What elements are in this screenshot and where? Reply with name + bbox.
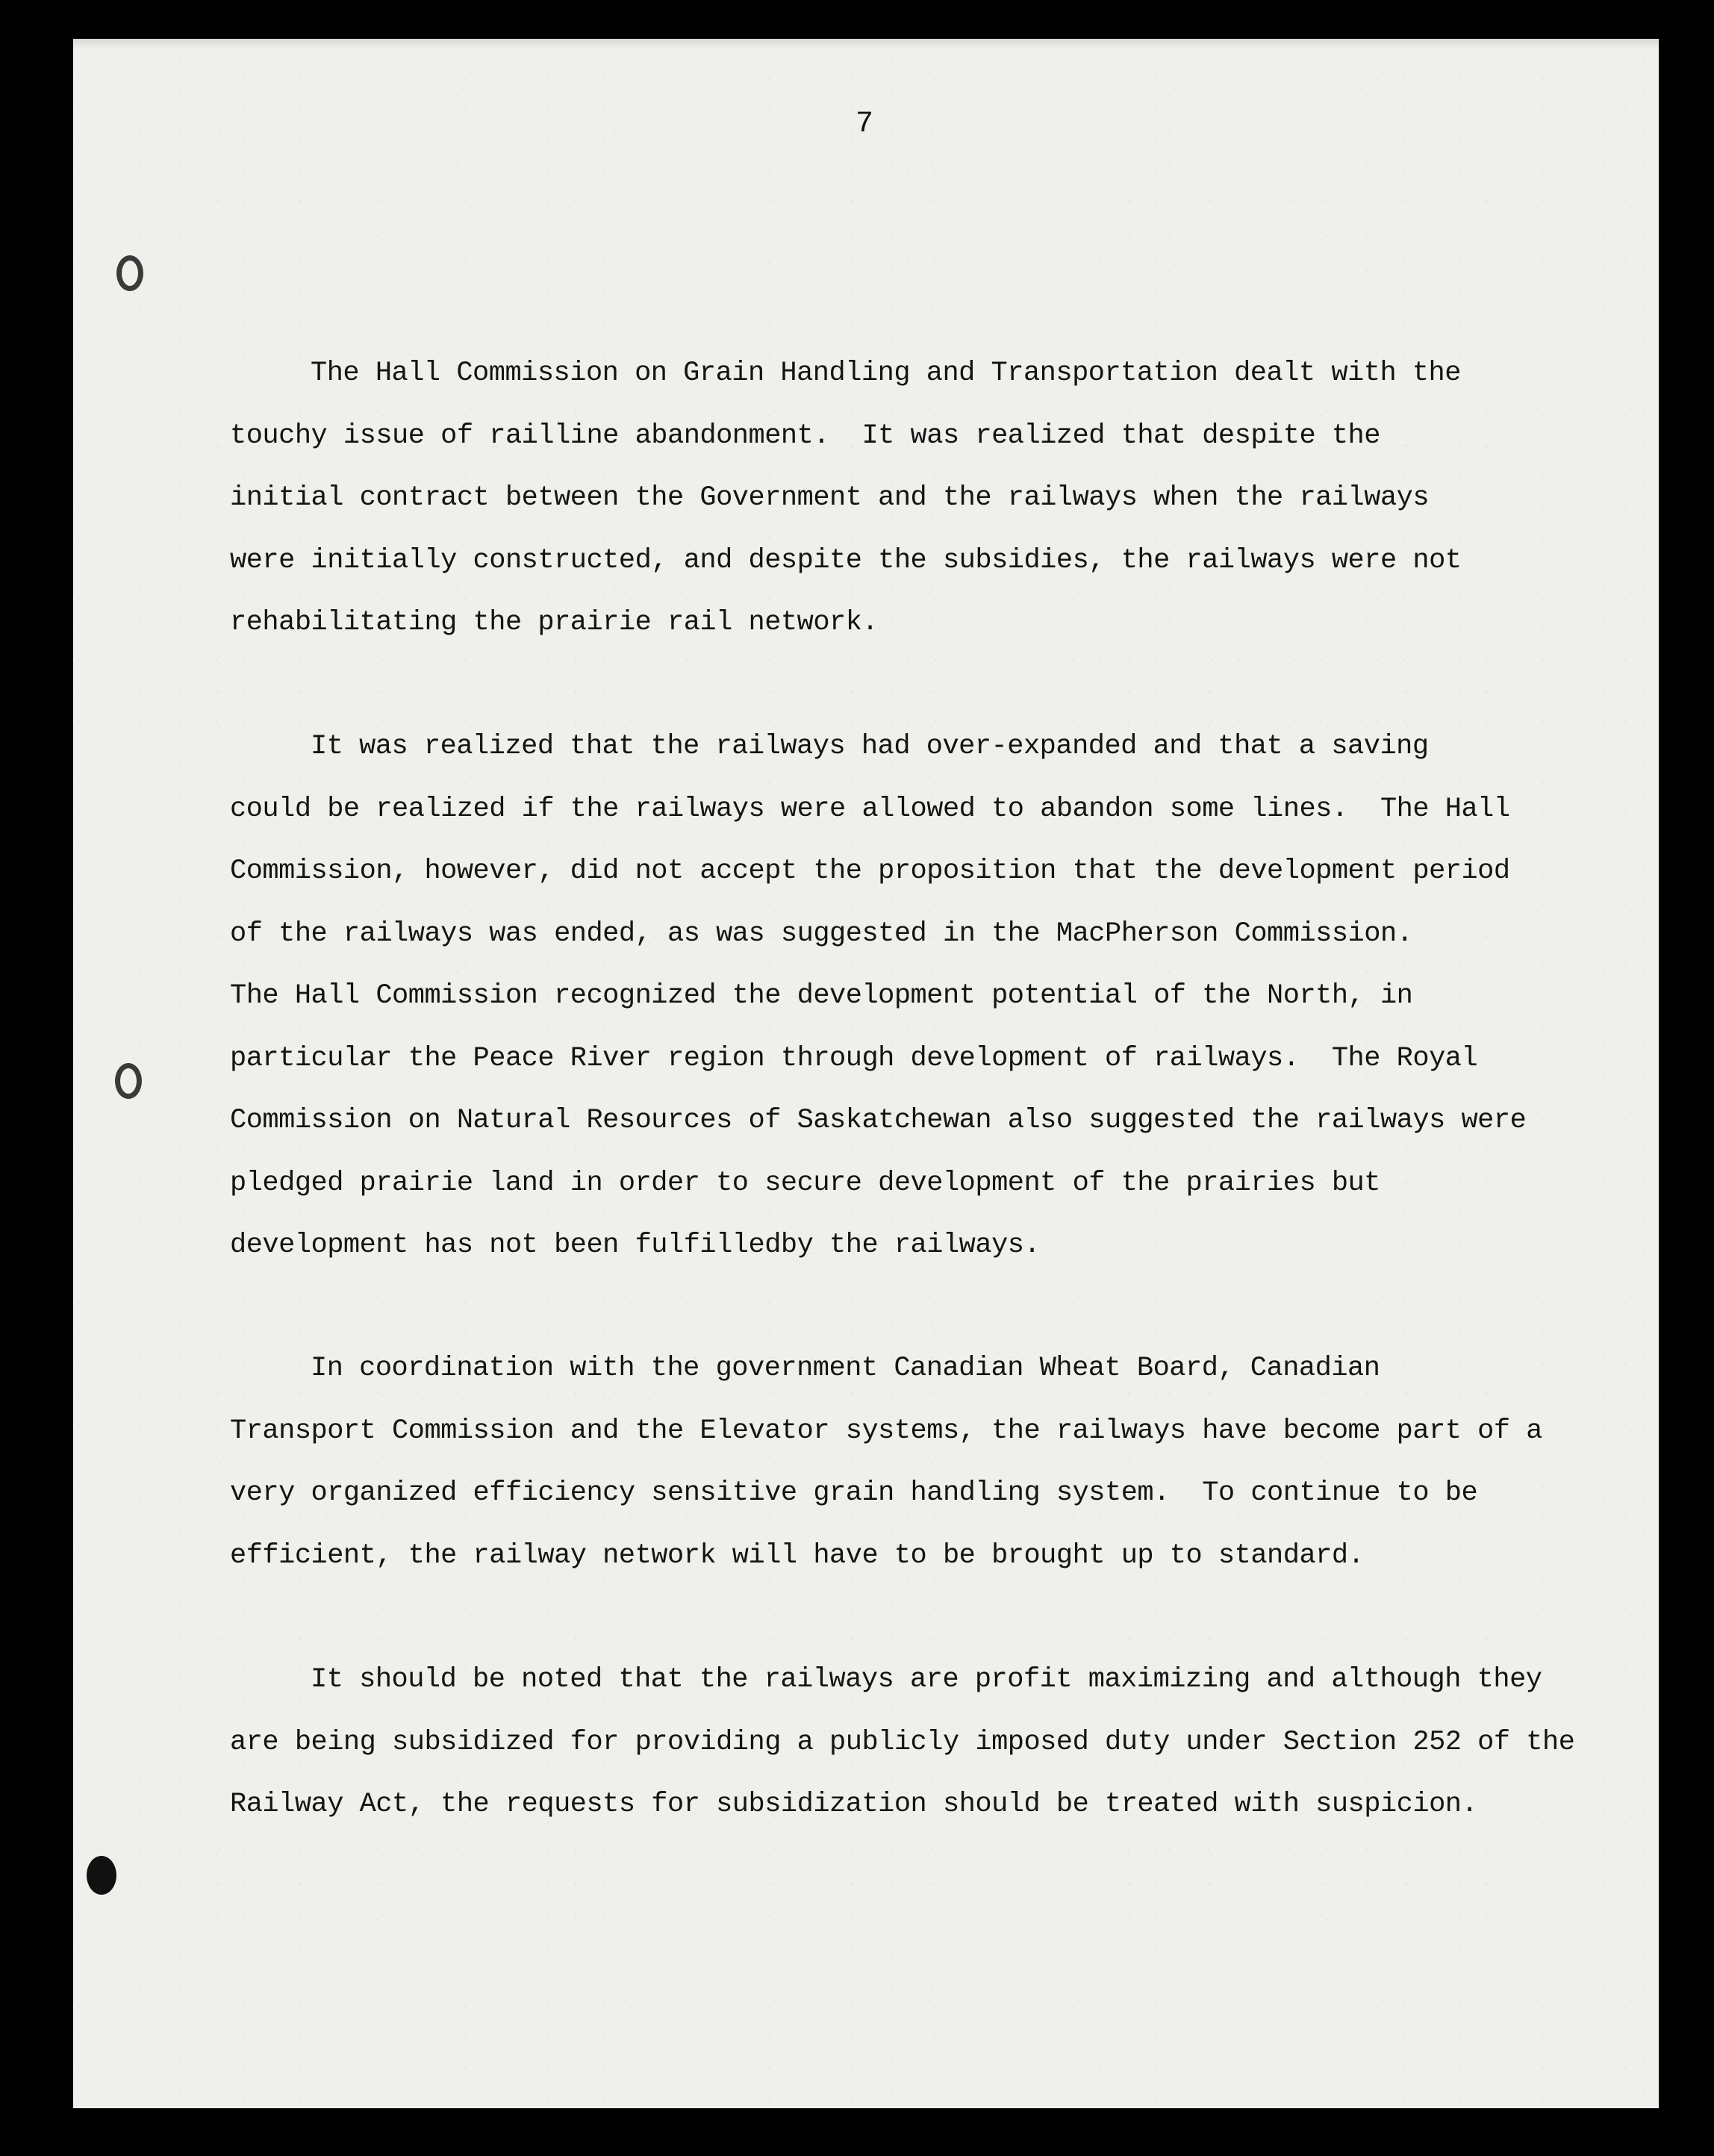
punch-hole-top <box>116 255 143 291</box>
paragraph-line: could be realized if the railways were allowed to abandon some lines. The Hall <box>230 793 1510 825</box>
paragraph-line: development has not been fulfilledby the railways. <box>230 1230 1041 1261</box>
punch-hole-bottom <box>87 1856 116 1895</box>
paragraph-line: very organized efficiency sensitive grain handling system. To continue to be <box>230 1477 1478 1509</box>
paragraph-line: rehabilitating the prairie rail network. <box>230 607 879 638</box>
paragraph-line: of the railways was ended, as was suggested in the MacPherson Commission. <box>230 917 1413 950</box>
paragraph-line: were initially constructed, and despite the subsidies, the railways were not <box>230 544 1462 576</box>
paragraph-line: It should be noted that the railways are profit maximizing and although they <box>311 1664 1542 1695</box>
paragraph-line: The Hall Commission on Grain Handling and Transportation dealt with the <box>311 358 1461 389</box>
paragraph-line: efficient, the railway network will have to be brought up to standard. <box>230 1539 1365 1571</box>
page-top-edge <box>73 39 1659 49</box>
paragraph-line: are being subsidized for providing a publicly imposed duty under Section 252 of the <box>230 1726 1575 1758</box>
page-number: 7 <box>855 108 873 141</box>
paragraph-line: It was realized that the railways had over-expanded and that a saving <box>311 731 1429 762</box>
paragraph-line: The Hall Commission recognized the development potential of the North, in <box>230 980 1413 1012</box>
punch-hole-middle <box>115 1063 142 1099</box>
paragraph-line: Commission on Natural Resources of Saskatchewan also suggested the railways were <box>230 1105 1527 1136</box>
document-page <box>73 39 1659 2108</box>
paragraph-line: particular the Peace River region through development of railways. The Royal <box>230 1042 1478 1074</box>
paragraph-line: Railway Act, the requests for subsidization should be treated with suspicion. <box>230 1789 1478 1820</box>
paragraph-line: touchy issue of railline abandonment. It was realized that despite the <box>230 420 1380 452</box>
paragraph-line: Commission, however, did not accept the proposition that the development period <box>230 856 1510 887</box>
paragraph-line: In coordination with the government Canadian Wheat Board, Canadian <box>311 1353 1380 1384</box>
paragraph-profit-maximizing <box>230 1649 1618 1836</box>
paragraph-line: Transport Commission and the Elevator systems, the railways have become part of a <box>230 1415 1542 1447</box>
paragraph-over-expansion <box>230 716 1618 1277</box>
paragraph-line: pledged prairie land in order to secure development of the prairies but <box>230 1167 1380 1199</box>
paragraph-line: initial contract between the Government and the railways when the railways <box>230 482 1430 514</box>
paragraph-hall-commission-abandonment <box>230 343 1618 655</box>
paragraph-coordination <box>230 1338 1618 1587</box>
